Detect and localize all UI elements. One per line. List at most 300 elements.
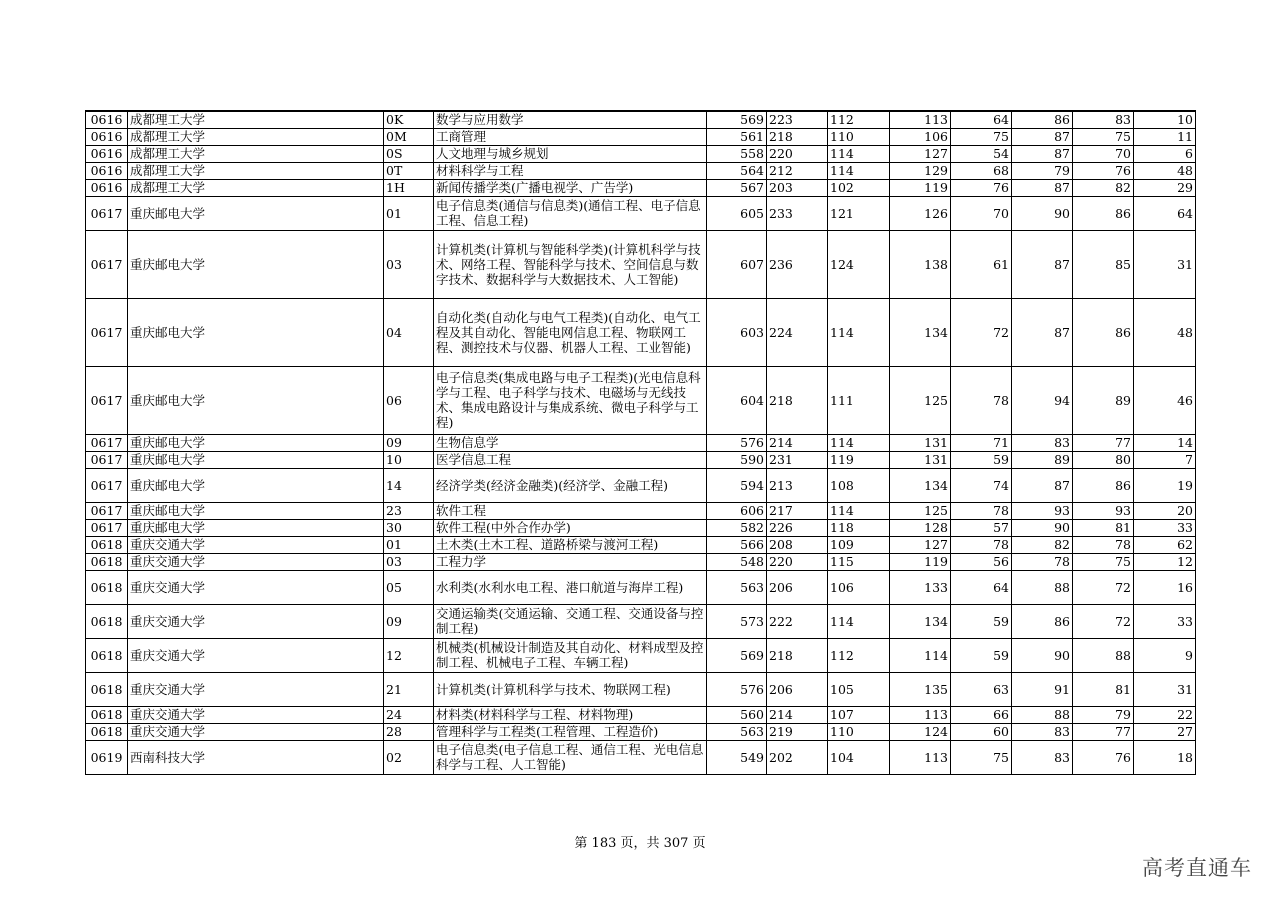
score-cell: 76 — [1073, 740, 1134, 774]
score-cell: 19 — [1134, 468, 1196, 502]
page-number: 第 183 页，共 307 页 — [574, 836, 706, 851]
score-cell: 82 — [1073, 179, 1134, 196]
school-code-cell: 0618 — [86, 570, 128, 604]
score-cell: 573 — [707, 604, 767, 638]
score-cell: 78 — [951, 502, 1012, 519]
score-cell: 77 — [1073, 434, 1134, 451]
score-cell: 114 — [828, 604, 890, 638]
major-code-cell: 28 — [384, 723, 434, 740]
school-code-cell: 0617 — [86, 451, 128, 468]
score-cell: 576 — [707, 434, 767, 451]
score-cell: 48 — [1134, 162, 1196, 179]
major-code-cell: 21 — [384, 672, 434, 706]
school-name-cell: 重庆交通大学 — [128, 723, 384, 740]
score-cell: 91 — [1012, 672, 1073, 706]
score-cell: 107 — [828, 706, 890, 723]
major-name-cell: 材料科学与工程 — [434, 162, 707, 179]
score-cell: 104 — [828, 740, 890, 774]
score-cell: 87 — [1012, 128, 1073, 145]
table-body — [86, 111, 1196, 774]
major-code-cell: 04 — [384, 298, 434, 366]
school-code-cell: 0617 — [86, 298, 128, 366]
score-cell: 206 — [767, 570, 828, 604]
school-code-cell: 0618 — [86, 723, 128, 740]
major-name-cell: 电子信息类(电子信息工程、通信工程、光电信息科学与工程、人工智能) — [434, 740, 707, 774]
score-cell: 202 — [767, 740, 828, 774]
score-cell: 102 — [828, 179, 890, 196]
score-table — [85, 110, 1196, 775]
score-cell: 88 — [1012, 706, 1073, 723]
score-cell: 214 — [767, 434, 828, 451]
score-cell: 138 — [890, 230, 951, 298]
score-cell: 90 — [1012, 638, 1073, 672]
major-name-cell: 自动化类(自动化与电气工程类)(自动化、电气工程及其自动化、智能电网信息工程、物联网工程、测控技术与仪器、机器人工程、工业智能) — [434, 298, 707, 366]
score-cell: 567 — [707, 179, 767, 196]
score-cell: 561 — [707, 128, 767, 145]
score-cell: 31 — [1134, 230, 1196, 298]
score-cell: 90 — [1012, 519, 1073, 536]
score-cell: 218 — [767, 128, 828, 145]
score-cell: 94 — [1012, 366, 1073, 434]
major-code-cell: 0S — [384, 145, 434, 162]
score-cell: 18 — [1134, 740, 1196, 774]
major-code-cell: 1H — [384, 179, 434, 196]
score-cell: 76 — [951, 179, 1012, 196]
score-cell: 86 — [1012, 111, 1073, 128]
major-name-cell: 经济学类(经济金融类)(经济学、金融工程) — [434, 468, 707, 502]
score-cell: 549 — [707, 740, 767, 774]
table-row — [86, 162, 1196, 179]
school-code-cell: 0618 — [86, 638, 128, 672]
score-cell: 60 — [951, 723, 1012, 740]
score-cell: 80 — [1073, 451, 1134, 468]
score-cell: 33 — [1134, 519, 1196, 536]
major-code-cell: 09 — [384, 604, 434, 638]
score-cell: 68 — [951, 162, 1012, 179]
score-cell: 10 — [1134, 111, 1196, 128]
score-cell: 31 — [1134, 672, 1196, 706]
score-cell: 64 — [951, 570, 1012, 604]
table-row — [86, 740, 1196, 774]
score-cell: 566 — [707, 536, 767, 553]
score-cell: 226 — [767, 519, 828, 536]
score-cell: 569 — [707, 638, 767, 672]
table-row — [86, 128, 1196, 145]
score-cell: 558 — [707, 145, 767, 162]
score-cell: 119 — [890, 553, 951, 570]
major-name-cell: 管理科学与工程类(工程管理、工程造价) — [434, 723, 707, 740]
major-code-cell: 03 — [384, 553, 434, 570]
major-code-cell: 02 — [384, 740, 434, 774]
score-cell: 606 — [707, 502, 767, 519]
table-row — [86, 434, 1196, 451]
score-cell: 20 — [1134, 502, 1196, 519]
school-code-cell: 0618 — [86, 672, 128, 706]
school-code-cell: 0617 — [86, 230, 128, 298]
score-cell: 75 — [951, 740, 1012, 774]
major-name-cell: 软件工程(中外合作办学) — [434, 519, 707, 536]
major-name-cell: 软件工程 — [434, 502, 707, 519]
score-cell: 12 — [1134, 553, 1196, 570]
watermark-logo-text: 高考直通车 — [1142, 856, 1252, 880]
score-cell: 87 — [1012, 179, 1073, 196]
major-code-cell: 01 — [384, 536, 434, 553]
school-name-cell: 重庆交通大学 — [128, 536, 384, 553]
score-cell: 75 — [1073, 128, 1134, 145]
score-cell: 79 — [1073, 706, 1134, 723]
score-cell: 16 — [1134, 570, 1196, 604]
school-code-cell: 0618 — [86, 604, 128, 638]
major-name-cell: 交通运输类(交通运输、交通工程、交通设备与控制工程) — [434, 604, 707, 638]
score-cell: 133 — [890, 570, 951, 604]
school-code-cell: 0618 — [86, 536, 128, 553]
major-name-cell: 电子信息类(集成电路与电子工程类)(光电信息科学与工程、电子科学与技术、电磁场与无线技术、集成电路设计与集成系统、微电子科学与工程) — [434, 366, 707, 434]
major-name-cell: 生物信息学 — [434, 434, 707, 451]
table-row — [86, 502, 1196, 519]
score-cell: 78 — [1012, 553, 1073, 570]
table-row — [86, 706, 1196, 723]
school-name-cell: 重庆邮电大学 — [128, 196, 384, 230]
score-cell: 113 — [890, 111, 951, 128]
major-code-cell: 10 — [384, 451, 434, 468]
score-cell: 106 — [828, 570, 890, 604]
major-name-cell: 土木类(土木工程、道路桥梁与渡河工程) — [434, 536, 707, 553]
score-cell: 118 — [828, 519, 890, 536]
table-row — [86, 196, 1196, 230]
score-cell: 87 — [1012, 230, 1073, 298]
table-row — [86, 553, 1196, 570]
score-cell: 81 — [1073, 519, 1134, 536]
score-cell: 57 — [951, 519, 1012, 536]
score-cell: 548 — [707, 553, 767, 570]
table-row — [86, 451, 1196, 468]
score-cell: 106 — [890, 128, 951, 145]
score-cell: 46 — [1134, 366, 1196, 434]
school-name-cell: 重庆邮电大学 — [128, 468, 384, 502]
school-name-cell: 重庆邮电大学 — [128, 298, 384, 366]
school-name-cell: 重庆交通大学 — [128, 638, 384, 672]
score-cell: 576 — [707, 672, 767, 706]
score-cell: 114 — [828, 145, 890, 162]
major-code-cell: 09 — [384, 434, 434, 451]
major-code-cell: 0M — [384, 128, 434, 145]
score-cell: 218 — [767, 366, 828, 434]
score-cell: 56 — [951, 553, 1012, 570]
school-name-cell: 重庆邮电大学 — [128, 366, 384, 434]
school-name-cell: 成都理工大学 — [128, 162, 384, 179]
score-cell: 59 — [951, 451, 1012, 468]
score-cell: 119 — [828, 451, 890, 468]
score-cell: 125 — [890, 502, 951, 519]
major-code-cell: 12 — [384, 638, 434, 672]
score-cell: 85 — [1073, 230, 1134, 298]
score-cell: 224 — [767, 298, 828, 366]
score-cell: 93 — [1073, 502, 1134, 519]
school-code-cell: 0617 — [86, 196, 128, 230]
score-cell: 81 — [1073, 672, 1134, 706]
school-name-cell: 重庆交通大学 — [128, 553, 384, 570]
score-cell: 217 — [767, 502, 828, 519]
score-cell: 76 — [1073, 162, 1134, 179]
school-name-cell: 重庆邮电大学 — [128, 230, 384, 298]
score-cell: 83 — [1012, 434, 1073, 451]
score-cell: 112 — [828, 638, 890, 672]
school-name-cell: 成都理工大学 — [128, 179, 384, 196]
table-row — [86, 145, 1196, 162]
score-cell: 105 — [828, 672, 890, 706]
score-cell: 72 — [951, 298, 1012, 366]
school-code-cell: 0617 — [86, 519, 128, 536]
score-cell: 604 — [707, 366, 767, 434]
score-cell: 110 — [828, 128, 890, 145]
table-row — [86, 230, 1196, 298]
major-code-cell: 01 — [384, 196, 434, 230]
score-cell: 128 — [890, 519, 951, 536]
score-cell: 82 — [1012, 536, 1073, 553]
score-cell: 594 — [707, 468, 767, 502]
score-cell: 206 — [767, 672, 828, 706]
score-cell: 75 — [951, 128, 1012, 145]
score-cell: 83 — [1073, 111, 1134, 128]
score-cell: 127 — [890, 145, 951, 162]
major-name-cell: 材料类(材料科学与工程、材料物理) — [434, 706, 707, 723]
score-cell: 219 — [767, 723, 828, 740]
score-cell: 33 — [1134, 604, 1196, 638]
major-code-cell: 24 — [384, 706, 434, 723]
score-cell: 48 — [1134, 298, 1196, 366]
score-cell: 563 — [707, 723, 767, 740]
major-name-cell: 医学信息工程 — [434, 451, 707, 468]
school-code-cell: 0617 — [86, 502, 128, 519]
score-cell: 110 — [828, 723, 890, 740]
score-cell: 112 — [828, 111, 890, 128]
score-cell: 114 — [890, 638, 951, 672]
major-code-cell: 14 — [384, 468, 434, 502]
score-cell: 27 — [1134, 723, 1196, 740]
score-cell: 220 — [767, 145, 828, 162]
score-cell: 87 — [1012, 298, 1073, 366]
school-code-cell: 0618 — [86, 706, 128, 723]
score-cell: 236 — [767, 230, 828, 298]
table-row — [86, 298, 1196, 366]
score-cell: 121 — [828, 196, 890, 230]
score-cell: 70 — [951, 196, 1012, 230]
score-cell: 220 — [767, 553, 828, 570]
major-code-cell: 05 — [384, 570, 434, 604]
score-cell: 119 — [890, 179, 951, 196]
score-cell: 29 — [1134, 179, 1196, 196]
school-code-cell: 0617 — [86, 434, 128, 451]
school-name-cell: 成都理工大学 — [128, 111, 384, 128]
score-cell: 59 — [951, 638, 1012, 672]
major-name-cell: 工程力学 — [434, 553, 707, 570]
score-cell: 124 — [890, 723, 951, 740]
score-cell: 113 — [890, 740, 951, 774]
school-name-cell: 成都理工大学 — [128, 145, 384, 162]
score-cell: 607 — [707, 230, 767, 298]
score-cell: 72 — [1073, 604, 1134, 638]
table-row — [86, 468, 1196, 502]
school-code-cell: 0616 — [86, 128, 128, 145]
school-code-cell: 0617 — [86, 366, 128, 434]
school-name-cell: 成都理工大学 — [128, 128, 384, 145]
table-row — [86, 536, 1196, 553]
major-name-cell: 新闻传播学类(广播电视学、广告学) — [434, 179, 707, 196]
score-cell: 87 — [1012, 468, 1073, 502]
table-row — [86, 604, 1196, 638]
major-code-cell: 23 — [384, 502, 434, 519]
score-cell: 54 — [951, 145, 1012, 162]
score-cell: 64 — [951, 111, 1012, 128]
score-cell: 70 — [1073, 145, 1134, 162]
score-cell: 88 — [1073, 638, 1134, 672]
major-code-cell: 0K — [384, 111, 434, 128]
score-cell: 86 — [1073, 298, 1134, 366]
major-code-cell: 03 — [384, 230, 434, 298]
score-cell: 605 — [707, 196, 767, 230]
score-cell: 87 — [1012, 145, 1073, 162]
major-code-cell: 06 — [384, 366, 434, 434]
table-row — [86, 638, 1196, 672]
score-cell: 114 — [828, 162, 890, 179]
score-cell: 64 — [1134, 196, 1196, 230]
score-cell: 61 — [951, 230, 1012, 298]
major-name-cell: 计算机类(计算机与智能科学类)(计算机科学与技术、网络工程、智能科学与技术、空间信息与数字技术、数据科学与大数据技术、人工智能) — [434, 230, 707, 298]
score-cell: 62 — [1134, 536, 1196, 553]
school-name-cell: 重庆交通大学 — [128, 672, 384, 706]
score-cell: 114 — [828, 298, 890, 366]
major-name-cell: 数学与应用数学 — [434, 111, 707, 128]
score-cell: 59 — [951, 604, 1012, 638]
school-name-cell: 重庆邮电大学 — [128, 519, 384, 536]
score-cell: 108 — [828, 468, 890, 502]
school-name-cell: 西南科技大学 — [128, 740, 384, 774]
table-row — [86, 723, 1196, 740]
score-cell: 223 — [767, 111, 828, 128]
score-cell: 86 — [1073, 196, 1134, 230]
score-cell: 212 — [767, 162, 828, 179]
major-name-cell: 工商管理 — [434, 128, 707, 145]
score-cell: 90 — [1012, 196, 1073, 230]
school-code-cell: 0617 — [86, 468, 128, 502]
score-cell: 129 — [890, 162, 951, 179]
score-cell: 231 — [767, 451, 828, 468]
score-cell: 86 — [1012, 604, 1073, 638]
school-name-cell: 重庆交通大学 — [128, 570, 384, 604]
score-cell: 83 — [1012, 740, 1073, 774]
score-cell: 590 — [707, 451, 767, 468]
score-cell: 113 — [890, 706, 951, 723]
score-cell: 111 — [828, 366, 890, 434]
major-code-cell: 0T — [384, 162, 434, 179]
score-cell: 203 — [767, 179, 828, 196]
score-cell: 9 — [1134, 638, 1196, 672]
score-cell: 6 — [1134, 145, 1196, 162]
score-cell: 218 — [767, 638, 828, 672]
score-cell: 7 — [1134, 451, 1196, 468]
school-name-cell: 重庆交通大学 — [128, 604, 384, 638]
score-cell: 127 — [890, 536, 951, 553]
score-cell: 72 — [1073, 570, 1134, 604]
score-cell: 208 — [767, 536, 828, 553]
score-cell: 22 — [1134, 706, 1196, 723]
school-code-cell: 0616 — [86, 145, 128, 162]
table-row — [86, 366, 1196, 434]
score-cell: 66 — [951, 706, 1012, 723]
school-name-cell: 重庆交通大学 — [128, 706, 384, 723]
score-cell: 135 — [890, 672, 951, 706]
major-name-cell: 机械类(机械设计制造及其自动化、材料成型及控制工程、机械电子工程、车辆工程) — [434, 638, 707, 672]
score-cell: 213 — [767, 468, 828, 502]
score-cell: 78 — [951, 536, 1012, 553]
score-cell: 233 — [767, 196, 828, 230]
score-cell: 560 — [707, 706, 767, 723]
score-cell: 125 — [890, 366, 951, 434]
score-cell: 83 — [1012, 723, 1073, 740]
score-cell: 14 — [1134, 434, 1196, 451]
table-row — [86, 179, 1196, 196]
score-cell: 79 — [1012, 162, 1073, 179]
score-cell: 134 — [890, 468, 951, 502]
table-row — [86, 570, 1196, 604]
score-cell: 582 — [707, 519, 767, 536]
score-cell: 134 — [890, 298, 951, 366]
score-cell: 134 — [890, 604, 951, 638]
score-cell: 214 — [767, 706, 828, 723]
school-code-cell: 0618 — [86, 553, 128, 570]
score-cell: 222 — [767, 604, 828, 638]
score-cell: 75 — [1073, 553, 1134, 570]
score-cell: 603 — [707, 298, 767, 366]
score-cell: 86 — [1073, 468, 1134, 502]
major-name-cell: 计算机类(计算机科学与技术、物联网工程) — [434, 672, 707, 706]
school-name-cell: 重庆邮电大学 — [128, 502, 384, 519]
score-cell: 563 — [707, 570, 767, 604]
score-cell: 564 — [707, 162, 767, 179]
score-cell: 74 — [951, 468, 1012, 502]
score-cell: 88 — [1012, 570, 1073, 604]
major-code-cell: 30 — [384, 519, 434, 536]
score-cell: 131 — [890, 451, 951, 468]
score-cell: 109 — [828, 536, 890, 553]
score-cell: 77 — [1073, 723, 1134, 740]
major-name-cell: 电子信息类(通信与信息类)(通信工程、电子信息工程、信息工程) — [434, 196, 707, 230]
school-code-cell: 0616 — [86, 111, 128, 128]
school-code-cell: 0619 — [86, 740, 128, 774]
table-row — [86, 519, 1196, 536]
score-cell: 131 — [890, 434, 951, 451]
score-cell: 89 — [1073, 366, 1134, 434]
school-name-cell: 重庆邮电大学 — [128, 434, 384, 451]
major-name-cell: 人文地理与城乡规划 — [434, 145, 707, 162]
score-cell: 93 — [1012, 502, 1073, 519]
score-cell: 63 — [951, 672, 1012, 706]
table-row — [86, 111, 1196, 128]
score-cell: 124 — [828, 230, 890, 298]
school-name-cell: 重庆邮电大学 — [128, 451, 384, 468]
school-code-cell: 0616 — [86, 179, 128, 196]
score-cell: 115 — [828, 553, 890, 570]
score-cell: 71 — [951, 434, 1012, 451]
school-code-cell: 0616 — [86, 162, 128, 179]
score-cell: 78 — [951, 366, 1012, 434]
score-cell: 11 — [1134, 128, 1196, 145]
score-cell: 114 — [828, 502, 890, 519]
score-cell: 78 — [1073, 536, 1134, 553]
score-cell: 89 — [1012, 451, 1073, 468]
table-row — [86, 672, 1196, 706]
score-cell: 114 — [828, 434, 890, 451]
